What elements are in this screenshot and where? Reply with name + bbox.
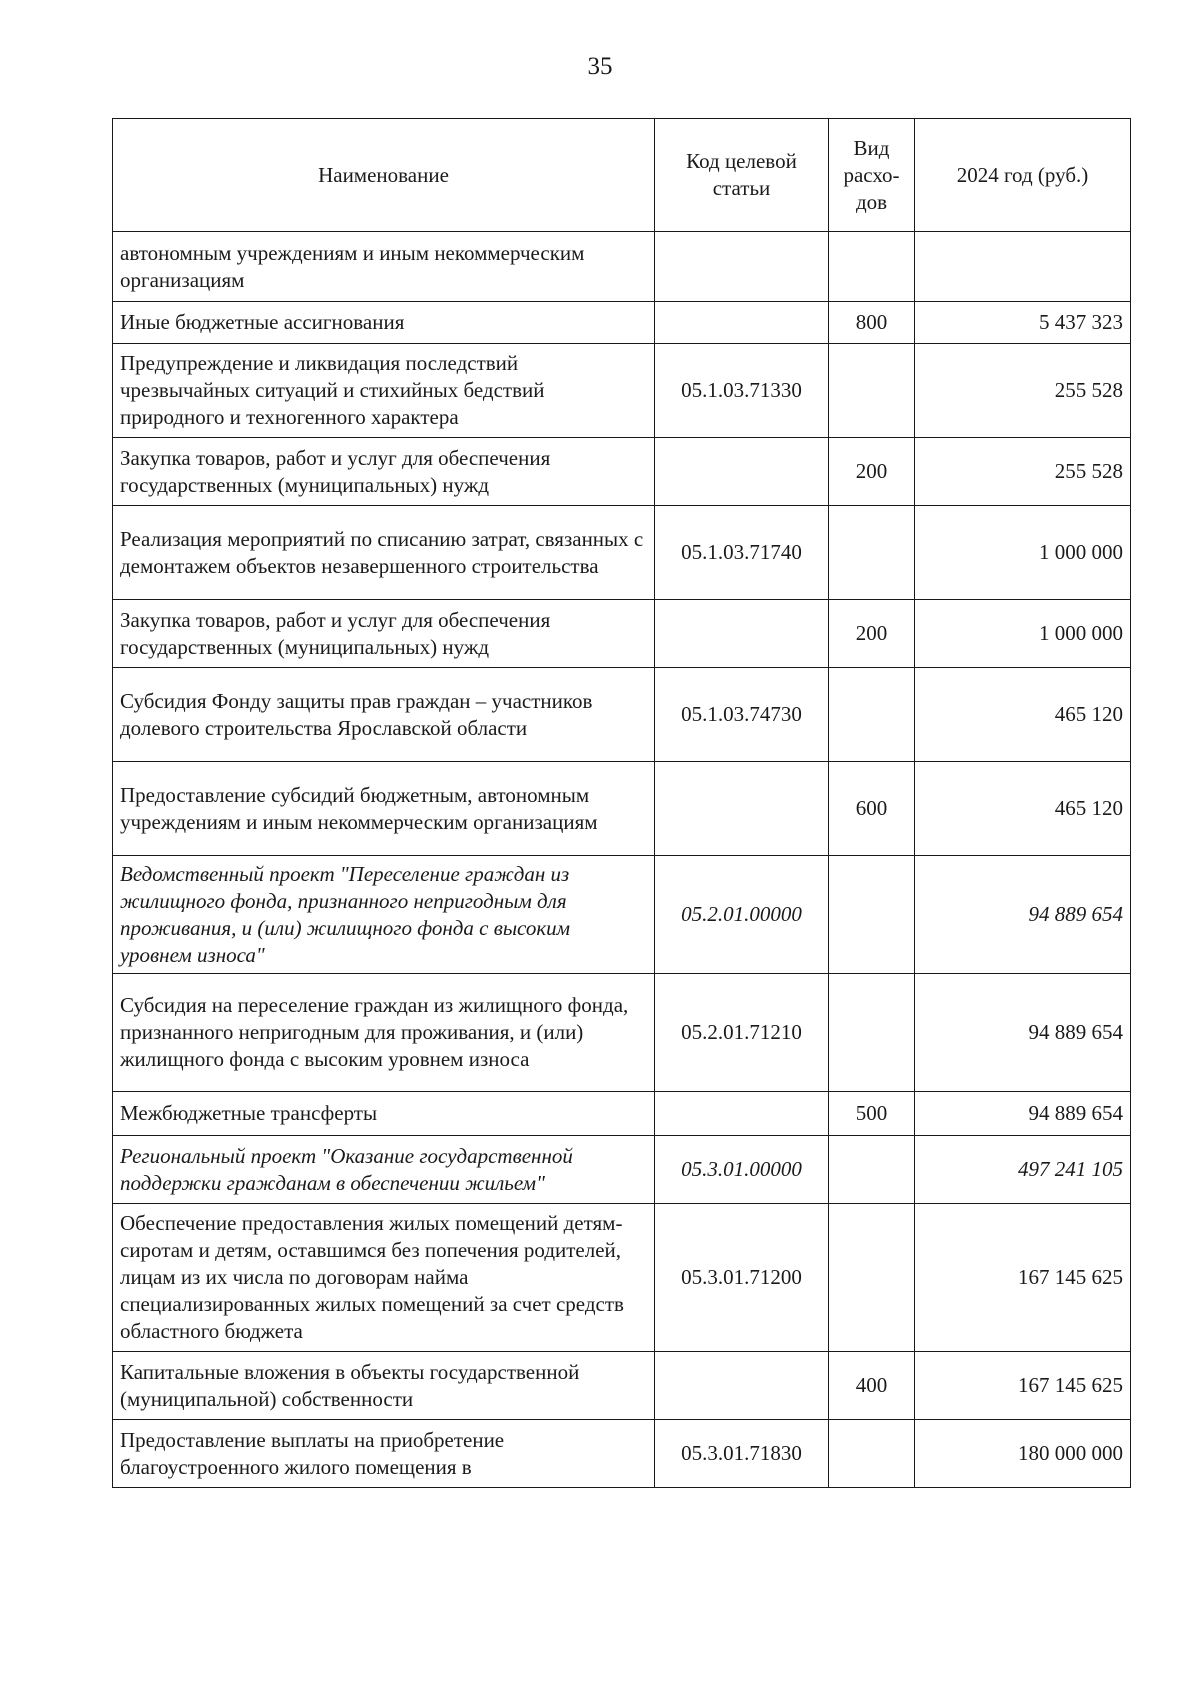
table-row [113,1420,1131,1488]
row-type-cell [829,1420,915,1488]
table-row [113,668,1131,762]
header-amount: 2024 год (руб.) [915,119,1131,232]
row-amount-cell: 167 145 625 [915,1352,1131,1420]
row-amount-cell [915,232,1131,302]
row-name-cell: Капитальные вложения в объекты государственной (муниципальной) собственности [113,1352,655,1420]
row-amount-cell: 94 889 654 [915,974,1131,1092]
table-row [113,1136,1131,1204]
row-name-cell: Ведомственный проект "Переселение граждан из жилищного фонда, признанного непригодным для проживания, и (или) жилищного фонда с высоким уровнем износа" [113,856,655,974]
row-code-cell [655,1352,829,1420]
row-code-cell: 05.2.01.71210 [655,974,829,1092]
row-amount-cell: 1 000 000 [915,506,1131,600]
row-type-cell [829,344,915,438]
row-name-cell: Межбюджетные трансферты [113,1092,655,1136]
table-row [113,344,1131,438]
row-type-cell: 200 [829,438,915,506]
row-amount-cell: 1 000 000 [915,600,1131,668]
page-number: 35 [587,53,613,80]
header-type: Вид расхо-дов [829,119,915,232]
row-type-cell [829,1204,915,1352]
row-amount-cell: 255 528 [915,344,1131,438]
row-type-cell [829,668,915,762]
row-name-cell: Закупка товаров, работ и услуг для обеспечения государственных (муниципальных) нужд [113,438,655,506]
row-amount-cell: 255 528 [915,438,1131,506]
row-type-cell [829,974,915,1092]
row-type-cell [829,856,915,974]
row-amount-cell: 94 889 654 [915,856,1131,974]
row-amount-cell: 497 241 105 [915,1136,1131,1204]
row-code-cell [655,438,829,506]
row-name-cell: Обеспечение предоставления жилых помещений детям-сиротам и детям, оставшимся без попечения родителей, лицам из их числа по договорам найма специализированных жилых помещений за счет средств областного бюджета [113,1204,655,1352]
row-type-cell [829,232,915,302]
table-row [113,302,1131,344]
row-code-cell [655,600,829,668]
row-code-cell: 05.3.01.71200 [655,1204,829,1352]
row-amount-cell: 465 120 [915,668,1131,762]
table-row [113,506,1131,600]
row-code-cell: 05.1.03.71740 [655,506,829,600]
row-code-cell: 05.3.01.00000 [655,1136,829,1204]
row-code-cell [655,762,829,856]
header-code: Код целевой статьи [655,119,829,232]
table-row [113,762,1131,856]
row-name-cell: Субсидия на переселение граждан из жилищного фонда, признанного непригодным для проживания, и (или) жилищного фонда с высоким уровнем износа [113,974,655,1092]
row-name-cell: Закупка товаров, работ и услуг для обеспечения государственных (муниципальных) нужд [113,600,655,668]
row-code-cell: 05.3.01.71830 [655,1420,829,1488]
row-name-cell: Предоставление выплаты на приобретение благоустроенного жилого помещения в [113,1420,655,1488]
row-code-cell: 05.1.03.74730 [655,668,829,762]
row-name-cell: Региональный проект "Оказание государственной поддержки гражданам в обеспечении жильем" [113,1136,655,1204]
table-body [113,232,1131,1488]
row-name-cell: Предупреждение и ликвидация последствий чрезвычайных ситуаций и стихийных бедствий природного и техногенного характера [113,344,655,438]
table-row [113,856,1131,974]
table-row [113,1352,1131,1420]
row-name-cell: Реализация мероприятий по списанию затрат, связанных с демонтажем объектов незавершенного строительства [113,506,655,600]
row-type-cell [829,1136,915,1204]
row-amount-cell: 167 145 625 [915,1204,1131,1352]
table-row [113,1204,1131,1352]
row-amount-cell: 5 437 323 [915,302,1131,344]
header-name: Наименование [113,119,655,232]
row-code-cell: 05.2.01.00000 [655,856,829,974]
row-type-cell: 500 [829,1092,915,1136]
row-type-cell [829,506,915,600]
row-name-cell: Субсидия Фонду защиты прав граждан – участников долевого строительства Ярославской области [113,668,655,762]
table-row [113,600,1131,668]
row-name-cell: Предоставление субсидий бюджетным, автономным учреждениям и иным некоммерческим организациям [113,762,655,856]
row-type-cell: 600 [829,762,915,856]
row-type-cell: 200 [829,600,915,668]
table-row [113,232,1131,302]
row-name-cell: Иные бюджетные ассигнования [113,302,655,344]
row-name-cell: автономным учреждениям и иным некоммерческим организациям [113,232,655,302]
row-amount-cell: 465 120 [915,762,1131,856]
budget-table [112,118,1131,1488]
row-type-cell: 800 [829,302,915,344]
table-row [113,1092,1131,1136]
table-header-row [113,119,1131,232]
row-amount-cell: 94 889 654 [915,1092,1131,1136]
row-amount-cell: 180 000 000 [915,1420,1131,1488]
row-type-cell: 400 [829,1352,915,1420]
row-code-cell [655,232,829,302]
row-code-cell [655,1092,829,1136]
row-code-cell: 05.1.03.71330 [655,344,829,438]
row-code-cell [655,302,829,344]
table-row [113,438,1131,506]
table-row [113,974,1131,1092]
